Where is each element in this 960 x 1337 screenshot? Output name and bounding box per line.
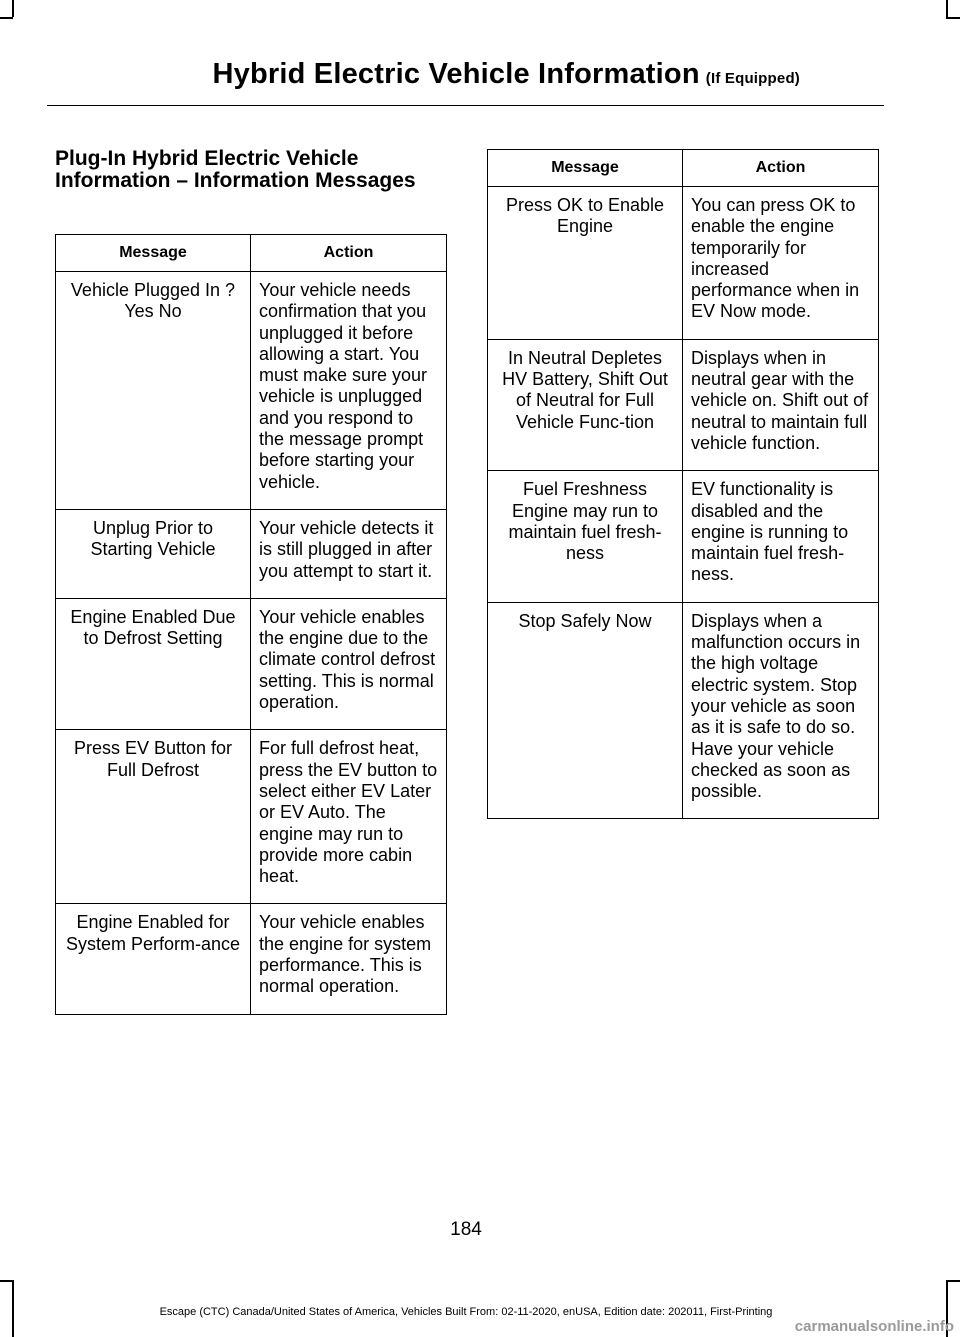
table-row xyxy=(488,187,879,340)
header-subtitle: (If Equipped) xyxy=(705,70,800,87)
table-row xyxy=(56,509,447,598)
action-cell: For full defrost heat, press the EV button to select either EV Later or EV Auto. The engine may run to provide more cabin heat. xyxy=(251,730,447,904)
crop-mark xyxy=(12,0,14,17)
crop-mark xyxy=(0,1280,13,1282)
header-divider xyxy=(47,105,884,106)
crop-mark xyxy=(946,1280,960,1282)
message-cell: Stop Safely Now xyxy=(488,602,683,819)
action-cell: Displays when in neutral gear with the vehicle on. Shift out of neutral to maintain full vehicle function. xyxy=(683,339,879,470)
page-header-title xyxy=(213,58,801,91)
column-header-action: Action xyxy=(683,150,879,187)
table-row xyxy=(56,272,447,510)
column-header-message: Message xyxy=(56,235,251,272)
table-row xyxy=(488,471,879,602)
column-header-action: Action xyxy=(251,235,447,272)
message-cell: Engine Enabled for System Perform-ance xyxy=(56,904,251,1014)
table-row xyxy=(488,339,879,470)
message-cell: Unplug Prior to Starting Vehicle xyxy=(56,509,251,598)
action-cell: EV functionality is disabled and the engine is running to maintain fuel fresh-ness. xyxy=(683,471,879,602)
table-row xyxy=(56,904,447,1014)
section-heading: Plug-In Hybrid Electric Vehicle Information – Information Messages xyxy=(55,147,416,192)
action-cell: Your vehicle detects it is still plugged in after you attempt to start it. xyxy=(251,509,447,598)
crop-mark xyxy=(946,0,948,17)
messages-table-left xyxy=(55,234,447,1015)
message-cell: Engine Enabled Due to Defrost Setting xyxy=(56,598,251,729)
action-cell: Your vehicle enables the engine for system performance. This is normal operation. xyxy=(251,904,447,1014)
page-number: 184 xyxy=(450,1219,482,1240)
action-cell: Your vehicle needs confirmation that you unplugged it before allowing a start. You must make sure your vehicle is unplugged and you respond to the message prompt before starting your vehicle. xyxy=(251,272,447,510)
message-cell: Press EV Button for Full Defrost xyxy=(56,730,251,904)
table-header-row xyxy=(56,235,447,272)
messages-table-right xyxy=(487,149,879,819)
crop-mark xyxy=(946,17,960,19)
action-cell: Your vehicle enables the engine due to the climate control defrost setting. This is normal operation. xyxy=(251,598,447,729)
watermark: carmanualsonline.info xyxy=(794,1318,954,1335)
message-cell: Vehicle Plugged In ? Yes No xyxy=(56,272,251,510)
header-title-text: Hybrid Electric Vehicle Information xyxy=(212,58,700,90)
table-header-row xyxy=(488,150,879,187)
footer-edition-info: Escape (CTC) Canada/United States of America, Vehicles Built From: 02-11-2020, enUSA, Edition date: 202011, First-Printing xyxy=(159,1306,773,1318)
message-cell: Fuel Freshness Engine may run to maintain fuel fresh-ness xyxy=(488,471,683,602)
table-row xyxy=(488,602,879,819)
message-cell: In Neutral Depletes HV Battery, Shift Out of Neutral for Full Vehicle Func-tion xyxy=(488,339,683,470)
crop-mark xyxy=(0,17,13,19)
table-row xyxy=(56,730,447,904)
column-header-message: Message xyxy=(488,150,683,187)
action-cell: Displays when a malfunction occurs in the high voltage electric system. Stop your vehicle as soon as it is safe to do so. Have your vehicle checked as soon as possible. xyxy=(683,602,879,819)
table-row xyxy=(56,598,447,729)
action-cell: You can press OK to enable the engine temporarily for increased performance when in EV Now mode. xyxy=(683,187,879,340)
message-cell: Press OK to Enable Engine xyxy=(488,187,683,340)
